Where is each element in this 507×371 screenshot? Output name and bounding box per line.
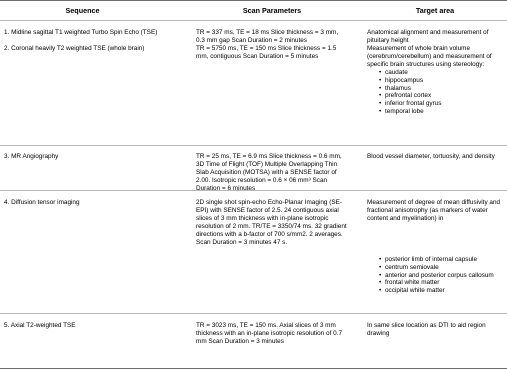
- list-item: • centrum semiovale: [379, 264, 503, 272]
- column-header-scan-parameters: Scan Parameters: [242, 6, 302, 15]
- row-1-target: Anatomical alignment and measurement of pituitary height: [367, 29, 489, 44]
- list-item: • caudate: [379, 69, 503, 77]
- row-1-parameters: TR = 337 ms, TE = 18 ms Slice thickness = 3 mm, 0.3 mm gap Scan Duration = 2 minutes: [196, 29, 339, 44]
- row-5-parameters: TR = 3023 ms, TE = 150 ms. Axial slices of 3 mm thickness with an in-plane isotropic resolution of 0.7 mm Scan Duration = 3 minutes: [196, 322, 342, 345]
- row-5-sequence: 5. Axial T2-weighted TSE: [4, 322, 76, 329]
- list-item: • prefrontal cortex: [379, 92, 503, 100]
- row-4-target: [367, 199, 503, 295]
- column-header-target-area: Target area: [415, 6, 455, 15]
- row-1-sequence: 1. Midline sagittal T1 weighted Turbo Spin Echo (TSE): [4, 29, 158, 36]
- row-divider: [0, 313, 507, 314]
- list-item: • temporal lobe: [379, 108, 503, 116]
- row-3-parameters: TR = 25 ms, TE = 6.9 ms Slice thickness = 0.6 mm, 3D Time of Flight (TOF) Multiple Overlapping Thin Slab Acquisition (MOTSA) with a SENSE factor of 2.00. Isotropic resolution = 0.6 × 06 mm³ Scan Duration = 6 minutes: [196, 153, 342, 192]
- row-2-structure-list: [367, 69, 503, 116]
- row-divider: [0, 145, 507, 146]
- table-bottom-rule: [0, 368, 507, 369]
- row-4-region-list: [367, 256, 503, 296]
- row-4-target-text: Measurement of degree of mean diffusivity and fractional anisotrophy (as markers of water content and myelination) in: [367, 199, 501, 222]
- row-3-sequence: 3. MR Angiography: [4, 153, 59, 160]
- row-4-parameters: 2D single shot spin-echo Echo-Planar Imaging (SE-EPI) with SENSE factor of 2.5. 24 contiguous axial slices of 3 mm thickness with in-plane isotropic resolution of 2 mm. TR/TE = 3350/74 ms. 32 gradient directions with a b-factor of 700 s/mm2. 2 averages. Scan Duration = 3 minutes 47 s.: [196, 199, 347, 246]
- column-header-sequence: Sequence: [65, 6, 100, 15]
- list-item: • thalamus: [379, 85, 503, 93]
- row-2-parameters: TR = 5750 ms, TE = 150 ms Slice thickness = 1.5 mm, contiguous Scan Duration = 5 minutes: [196, 45, 337, 60]
- list-item: • frontal white matter: [379, 279, 503, 287]
- list-item: • posterior limb of internal capsule: [379, 256, 503, 264]
- list-item: • hippocampus: [379, 77, 503, 85]
- row-2-target-text: Measurement of whole brain volume (cerebrum/cerebellum) and measurement of specific brain structures using stereology:: [367, 45, 492, 68]
- row-4-sequence: 4. Diffusion tensor imaging: [4, 199, 80, 206]
- row-5-target: In same slice location as DTI to aid region drawing: [367, 322, 486, 337]
- list-item: • anterior and posterior corpus callosum: [379, 272, 503, 280]
- table-top-rule: [0, 0, 507, 1]
- header-rule: [0, 20, 507, 21]
- list-item: • inferior frontal gyrus: [379, 100, 503, 108]
- row-3-target: Blood vessel diameter, tortuosity, and density: [367, 153, 495, 160]
- row-divider: [0, 190, 507, 191]
- row-2-sequence: 2. Coronal heavily T2 weighted TSE (whole brain): [4, 45, 145, 52]
- row-2-target: [367, 45, 503, 116]
- list-item: • occipital white matter: [379, 287, 503, 295]
